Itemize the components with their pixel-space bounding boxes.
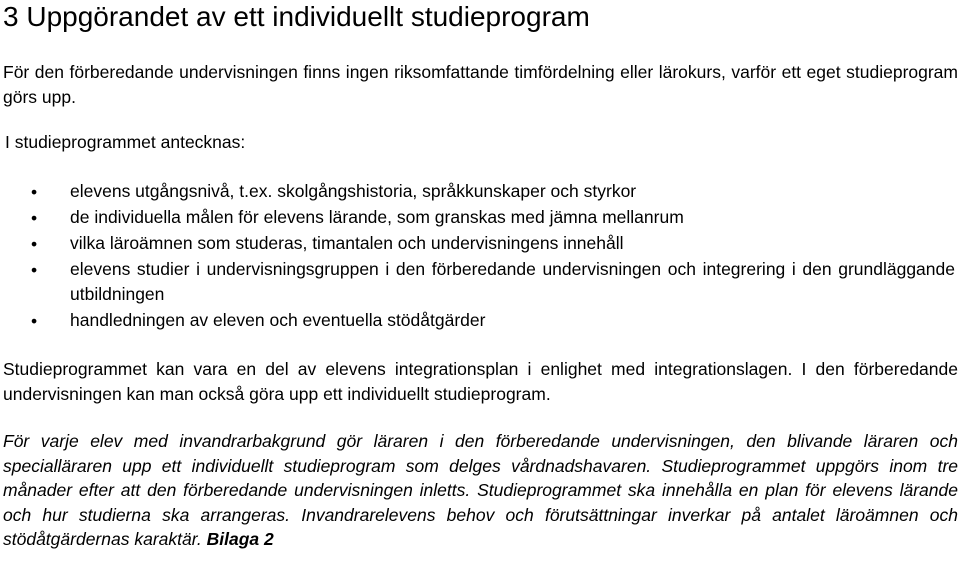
list-item-text: handledningen av eleven och eventuella stödåtgärder [70,309,486,330]
list-item [0,308,955,333]
intro-paragraph: För den förberedande undervisningen finns ingen riksomfattande timfördelning eller lärokurs, varför ett eget studieprogram görs upp. [3,62,958,107]
bullet-icon: • [31,182,38,202]
list-item-text: de individuella målen för elevens lärande, som granskas med jämna mellanrum [70,207,684,228]
appendix-reference: Bilaga 2 [206,529,274,549]
italic-paragraph [3,429,958,552]
list-item-text: vilka läroämnen som studeras, timantalen och undervisningens innehåll [70,233,624,254]
list-item [0,231,955,256]
bullet-icon: • [31,310,38,331]
list-item [0,179,955,204]
bullet-icon: • [31,208,38,229]
list-item [0,205,955,230]
list-item-text: elevens studier i undervisningsgruppen i den förberedande undervisningen och integrering i den grundläggande utbildningen [70,259,955,304]
list-lead-text: I studieprogrammet antecknas: [5,132,246,152]
program-paragraph: Studieprogrammet kan vara en del av elevens integrationsplan i enlighet med integrationslagen. I den förberedande undervisningen kan man också göra upp ett individuellt studieprogram. [3,359,958,404]
bullet-list [0,179,960,334]
list-item-text: elevens utgångsnivå, t.ex. skolgångshistoria, språkkunskaper och styrkor [70,181,637,201]
bullet-icon: • [31,234,38,255]
italic-paragraph-text: För varje elev med invandrarbakgrund gör läraren i den förberedande undervisningen, den blivande läraren och specialläraren upp ett individuellt studieprogram som delges vårdnadshavaren. Studieprogrammet uppgörs inom tre månader efter att den förberedande undervisningen inletts. Studieprogrammet ska innehålla en plan för elevens lärande och hur studierna ska arrangeras. Invandrarelevens behov och förutsättningar inverkar på antalet läroämnen och stödåtgärdernas karaktär. [3,431,958,549]
bullet-icon: • [31,260,38,281]
section-heading: 3 Uppgörandet av ett individuellt studieprogram [3,1,590,32]
list-item [0,257,955,306]
